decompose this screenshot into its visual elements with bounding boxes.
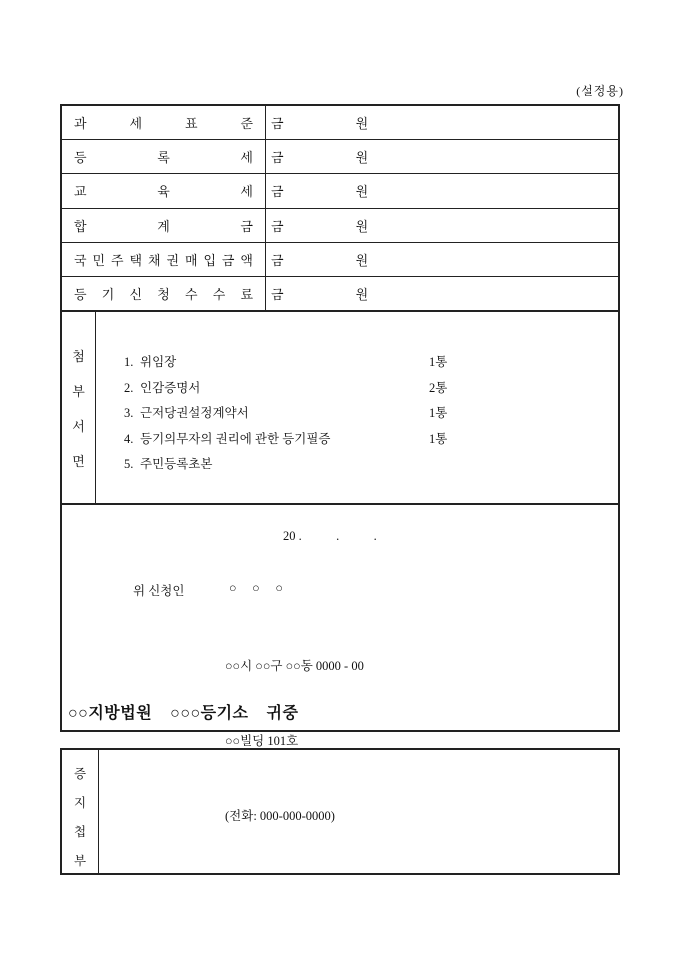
application-section [60, 503, 620, 823]
attachment-item-title: 인감증명서 [140, 380, 201, 395]
tax-row-value [266, 243, 618, 276]
attachment-item-title: 위임장 [140, 355, 177, 369]
attachments-section-vertical-label [62, 312, 96, 503]
stamp-label-char: 부 [73, 854, 87, 868]
phone-line: (전화: 000-000-0000) [225, 809, 335, 823]
attachments-list [96, 312, 618, 503]
attachment-item-count: 2통 [429, 380, 448, 395]
currency-prefix: 금 [271, 252, 284, 268]
table-row-housing-bond-purchase [62, 243, 618, 277]
attachment-item-number: 2. [124, 380, 134, 395]
attachment-item-number: 1. [124, 355, 134, 369]
tax-row-label-text: 국 민 주 택 채 권 매 입 금 액 [74, 252, 253, 268]
table-row-registration-tax [62, 140, 618, 174]
attachment-item [124, 352, 618, 378]
tax-row-label [62, 243, 266, 276]
tax-row-label [62, 106, 266, 139]
table-row-registration-fee [62, 277, 618, 310]
currency-unit: 원 [355, 184, 369, 200]
table-row-total-amount [62, 209, 618, 243]
form-type-label: (설정용) [576, 84, 624, 98]
tax-row-label [62, 140, 266, 173]
tax-fee-table [60, 104, 620, 312]
currency-unit: 원 [355, 252, 369, 268]
currency-prefix: 금 [271, 184, 284, 200]
table-row-education-tax [62, 174, 618, 208]
table-row-tax-base [62, 106, 618, 140]
currency-unit: 원 [355, 150, 369, 166]
stamp-label-char: 지 [73, 796, 87, 810]
currency-unit: 원 [355, 218, 369, 234]
revenue-stamp-empty-area [99, 750, 618, 873]
currency-unit: 원 [355, 286, 369, 302]
tax-row-label [62, 209, 266, 242]
tax-row-label-text: 교 육 세 [74, 184, 253, 200]
attachment-item [124, 429, 618, 455]
tax-row-value [266, 106, 618, 139]
attachments-label-char: 면 [72, 453, 85, 469]
address-line-2: ○○빌딩 101호 [225, 734, 299, 748]
attachment-item [124, 378, 618, 404]
court-address-line: ○○지방법원 ○○○등기소 귀중 [68, 705, 299, 722]
address-line-1: ○○시 ○○구 ○○동 0000 - 00 [225, 659, 364, 673]
tax-row-label [62, 174, 266, 207]
tax-row-label-text: 과 세 표 준 [74, 116, 253, 132]
revenue-stamp-section [60, 748, 620, 875]
attachments-label-char: 첨 [72, 348, 85, 364]
attachments-section [60, 310, 620, 505]
attachments-label-char: 부 [72, 383, 85, 399]
attachment-item-title: 주민등록초본 [140, 457, 213, 471]
currency-prefix: 금 [271, 116, 284, 132]
stamp-label-char: 첩 [73, 825, 87, 839]
tax-row-label-text: 등 기 신 청 수 수 료 [74, 286, 253, 302]
applicant-name-placeholder: ○ ○ ○ [229, 581, 283, 595]
attachment-item-number: 5. [124, 457, 134, 471]
tax-row-label-text: 합 계 금 [74, 218, 253, 234]
attachment-item-title: 등기의무자의 권리에 관한 등기필증 [140, 431, 331, 446]
currency-prefix: 금 [271, 150, 284, 166]
tax-row-label [62, 277, 266, 310]
attachment-item-number: 4. [124, 431, 134, 446]
currency-prefix: 금 [271, 286, 284, 302]
attachment-item-count: 1통 [429, 406, 448, 420]
attachment-item [124, 454, 618, 480]
attachment-item-count: 1통 [429, 355, 448, 369]
attachment-item-title: 근저당권설정계약서 [140, 406, 249, 420]
revenue-stamp-vertical-label [62, 750, 99, 873]
currency-unit: 원 [355, 116, 369, 132]
date-line: 20 . . . [283, 529, 377, 543]
attachment-item [124, 403, 618, 429]
tax-row-value [266, 174, 618, 207]
tax-row-value [266, 209, 618, 242]
applicant-label: 위 신청인 [133, 584, 185, 598]
tax-row-value [266, 140, 618, 173]
stamp-label-char: 증 [73, 767, 87, 781]
currency-prefix: 금 [271, 218, 284, 234]
tax-row-label-text: 등 록 세 [74, 150, 253, 166]
attachments-label-char: 서 [72, 418, 85, 434]
attachment-item-count: 1통 [429, 431, 448, 446]
tax-row-value [266, 277, 618, 310]
attachment-item-number: 3. [124, 406, 134, 420]
